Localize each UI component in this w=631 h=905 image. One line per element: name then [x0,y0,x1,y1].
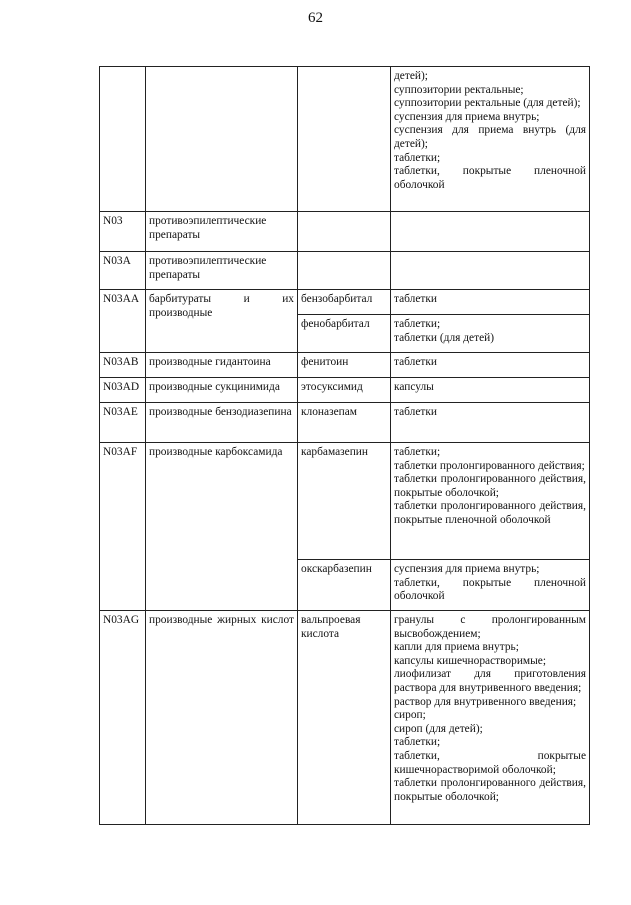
group-cell [146,67,298,212]
drug-cell: окскарбазепин [298,560,391,611]
dosage-forms-cell [391,252,590,290]
atc-code-cell: N03AG [100,611,146,825]
group-cell: производные сукцинимида [146,378,298,403]
group-cell: производные бензодиазепина [146,403,298,443]
dosage-form: таблетки [394,406,438,418]
table-row [100,403,590,443]
group-cell: противоэпилептические препараты [146,212,298,252]
drug-cell [298,212,391,252]
dosage-form: таблетки [394,356,438,368]
atc-code-cell: N03AF [100,443,146,611]
dosage-form: таблетки пролонгированного действия, покрытые оболочкой; [394,473,586,499]
dosage-form: детей); [394,70,428,82]
atc-code-cell: N03AE [100,403,146,443]
table-row [100,443,590,560]
dosage-forms-cell [391,611,590,825]
drug-cell: этосуксимид [298,378,391,403]
dosage-forms-cell [391,315,590,353]
dosage-forms-cell [391,443,590,560]
dosage-form: таблетки, покрытые пленочной оболочкой [394,576,586,603]
dosage-form: таблетки; [394,318,441,330]
dosage-forms-cell [391,378,590,403]
dosage-form: капсулы кишечнорастворимые; [394,654,546,667]
drug-cell: клоназепам [298,403,391,443]
dosage-form: таблетки (для детей) [394,331,495,344]
table-row [100,290,590,315]
dosage-form: гранулы с пролонгированным высвобождением; [394,614,586,640]
drug-cell: карбамазепин [298,443,391,560]
dosage-forms-cell [391,212,590,252]
drug-cell: фенитоин [298,353,391,378]
dosage-form: таблетки; [394,151,441,164]
group-cell: противоэпилептические препараты [146,252,298,290]
dosage-form: суспензия для приема внутрь; [394,563,540,575]
dosage-form: таблетки пролонгированного действия; [394,459,585,472]
dosage-form: суппозитории ректальные (для детей); [394,97,581,110]
table-row [100,252,590,290]
atc-code-cell [100,67,146,212]
drug-cell: бензобарбитал [298,290,391,315]
dosage-form: таблетки; [394,446,441,458]
table-row [100,378,590,403]
table-row [100,212,590,252]
group-name: производные жирных кислот [149,614,294,626]
atc-code-cell: N03AD [100,378,146,403]
table-row [100,611,590,825]
dosage-forms-cell [391,67,590,212]
drug-cell: вальпроевая кислота [298,611,391,825]
dosage-form: лиофилизат для приготовления раствора для внутривенного введения; [394,668,586,694]
dosage-form: сироп (для детей); [394,722,483,735]
dosage-form: таблетки [394,293,438,305]
dosage-forms-cell [391,403,590,443]
page-number: 62 [308,10,323,26]
dosage-form: суспензия для приема внутрь; [394,110,540,123]
dosage-form: капли для приема внутрь; [394,641,519,654]
dosage-forms-cell [391,290,590,315]
dosage-form: таблетки, покрытые кишечнорастворимой оболочкой; [394,749,586,776]
dosage-form: таблетки; [394,736,441,749]
atc-code-cell: N03AA [100,290,146,353]
dosage-form: капсулы [394,381,434,393]
group-cell: производные карбоксамида [146,443,298,611]
group-cell: производные гидантоина [146,353,298,378]
dosage-form: суппозитории ректальные; [394,83,524,96]
dosage-form: сироп; [394,709,426,722]
group-cell [146,611,298,825]
atc-code-cell: N03A [100,252,146,290]
atc-code-cell: N03 [100,212,146,252]
dosage-form: таблетки пролонгированного действия, покрытые оболочкой; [394,777,586,803]
atc-code-cell: N03AB [100,353,146,378]
dosage-form: таблетки, покрытые пленочной оболочкой [394,165,586,191]
drug-cell [298,67,391,212]
drug-cell [298,252,391,290]
drug-cell: фенобарбитал [298,315,391,353]
group-cell [146,290,298,353]
dosage-forms-cell [391,353,590,378]
medicines-table [99,66,590,825]
table-row [100,353,590,378]
dosage-form: таблетки пролонгированного действия, покрытые пленочной оболочкой [394,500,586,526]
table-row [100,67,590,212]
group-name: барбитураты и их производные [149,293,294,319]
dosage-forms-cell [391,560,590,611]
dosage-form: раствор для внутривенного введения; [394,695,577,708]
dosage-form: суспензия для приема внутрь (для детей); [394,124,586,150]
